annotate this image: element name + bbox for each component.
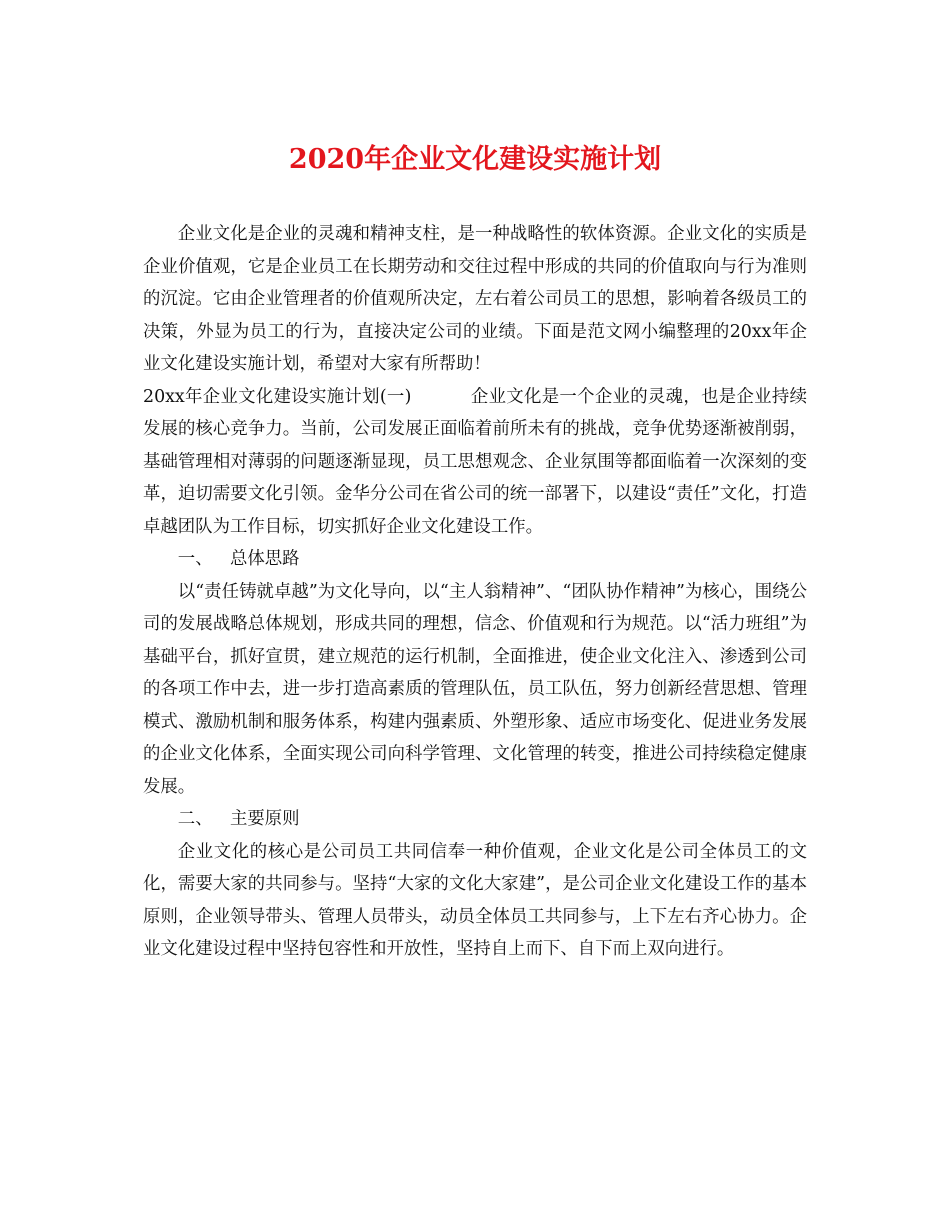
section-label: 20xx年企业文化建设实施计划(一) bbox=[143, 386, 412, 407]
paragraph-main-principles: 企业文化的核心是公司员工共同信奉一种价值观，企业文化是公司全体员工的文化，需要大家的共同参与。坚持“大家的文化大家建”，是公司企业文化建设工作的基本原则，企业领导带头、管理人员带头，动员全体员工共同参与，上下左右齐心协力。企业文化建设过程中坚持包容性和开放性，坚持自上而下、自下而上双向进行。 bbox=[143, 841, 807, 959]
section-paragraph bbox=[143, 381, 807, 544]
heading-main-principles bbox=[143, 803, 807, 836]
heading-overall-idea bbox=[143, 543, 807, 576]
intro-paragraph: 企业文化是企业的灵魂和精神支柱，是一种战略性的软体资源。企业文化的实质是企业价值观，它是企业员工在长期劳动和交往过程中形成的共同的价值取向与行为准则的沉淀。它由企业管理者的价值观所决定，左右着公司员工的思想，影响着各级员工的决策，外显为员工的行为，直接决定公司的业绩。下面是范文网小编整理的20xx年企业文化建设实施计划，希望对大家有所帮助！ bbox=[143, 224, 807, 374]
heading-text: 主要原则 bbox=[229, 809, 300, 829]
heading-number: 一、 bbox=[177, 549, 213, 569]
document-title: 2020年企业文化建设实施计划 bbox=[288, 144, 662, 175]
document-body bbox=[143, 218, 807, 966]
paragraph-overall-idea: 以“责任铸就卓越”为文化导向，以“主人翁精神”、“团队协作精神”为核心，围绕公司的发展战略总体规划，形成共同的理想，信念、价值观和行为规范。以“活力班组”为基础平台，抓好宣贯，建立规范的运行机制，全面推进，使企业文化注入、渗透到公司的各项工作中去，进一步打造高素质的管理队伍，员工队伍，努力创新经营思想、管理模式、激励机制和服务体系，构建内强素质、外塑形象、适应市场变化、促进业务发展的企业文化体系，全面实现公司向科学管理、文化管理的转变，推进公司持续稳定健康发展。 bbox=[143, 581, 807, 797]
heading-number: 二、 bbox=[177, 809, 213, 829]
section-text: 企业文化是一个企业的灵魂，也是企业持续发展的核心竞争力。当前，公司发展正面临着前所未有的挑战，竞争优势逐渐被削弱，基础管理相对薄弱的问题逐渐显现，员工思想观念、企业氛围等都面临着一次深刻的变革，迫切需要文化引领。金华分公司在省公司的统一部署下，以建设“责任”文化，打造卓越团队为工作目标，切实抓好企业文化建设工作。 bbox=[143, 386, 807, 537]
heading-text: 总体思路 bbox=[229, 549, 300, 569]
